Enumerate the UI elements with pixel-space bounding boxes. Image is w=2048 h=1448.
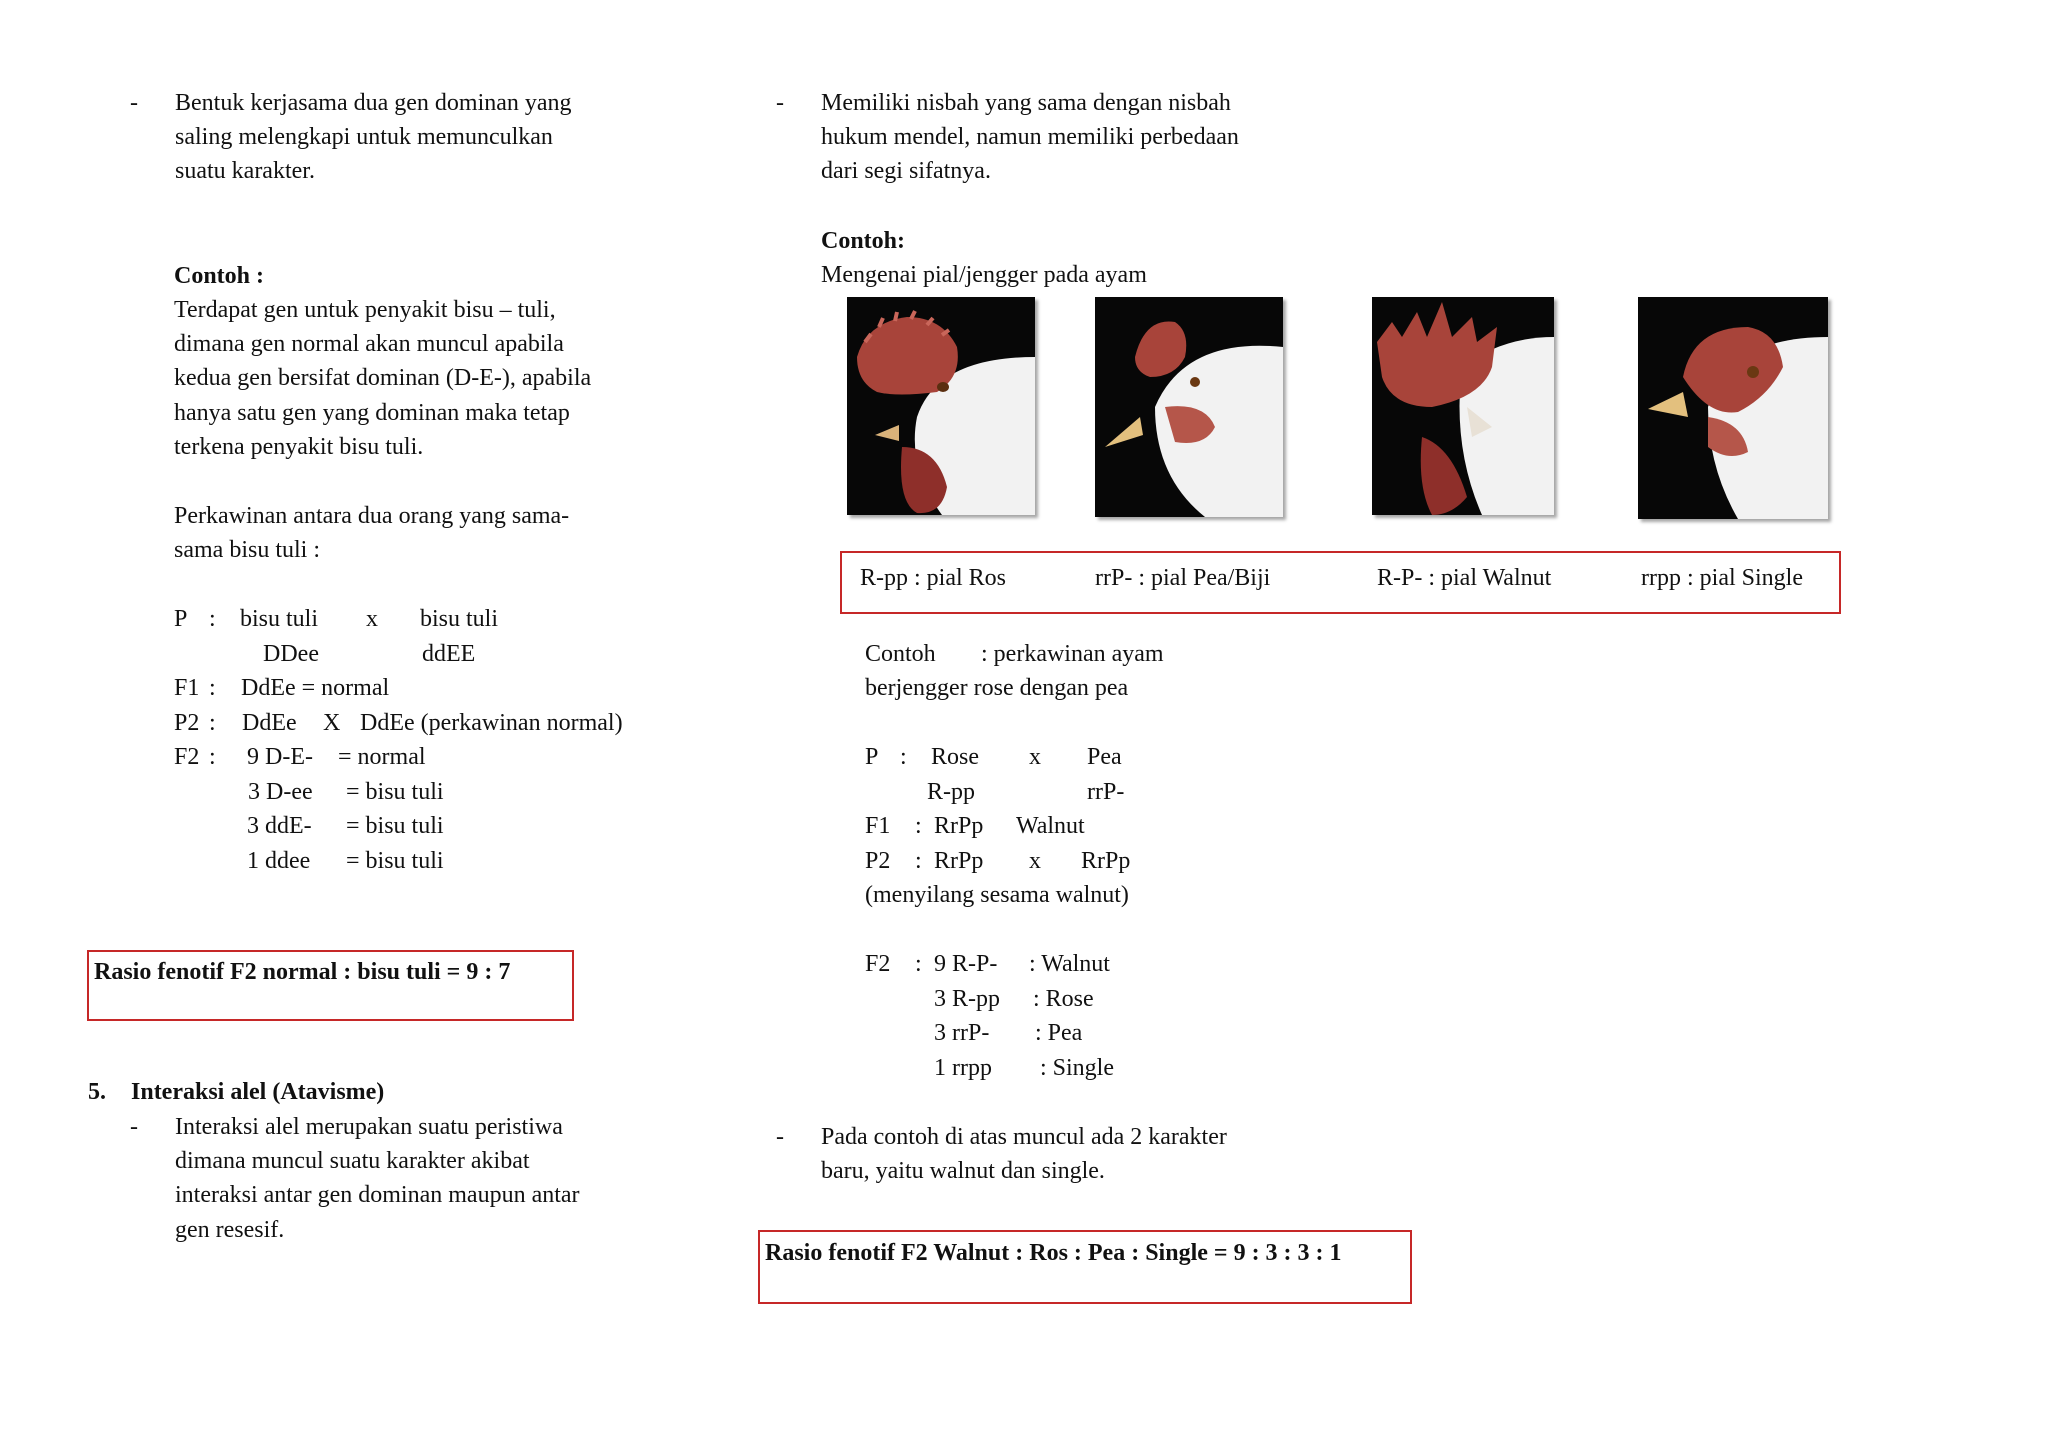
contoh2-text: : perkawinan ayam	[981, 641, 1164, 667]
comb-label: R-P- : pial Walnut	[1377, 565, 1552, 591]
cross-p2-label: P2	[865, 848, 891, 874]
f2-genotype: 3 rrP-	[934, 1020, 990, 1046]
cross-f1-label: F1	[865, 813, 891, 839]
rooster-pea-comb-icon	[1095, 297, 1283, 517]
cross-note: (menyilang sesama walnut)	[865, 882, 1129, 908]
cross-parent-a: Rose	[931, 744, 979, 770]
bullet-line: interaksi antar gen dominan maupun antar	[175, 1182, 580, 1208]
f2-phenotype: : Single	[1040, 1055, 1115, 1081]
f2-genotype: 3 D-ee	[248, 779, 313, 805]
cross-f1-label: F1	[174, 675, 200, 701]
rooster-rose-comb-photo	[847, 297, 1035, 515]
paragraph-line: Terdapat gen untuk penyakit bisu – tuli,	[174, 297, 556, 323]
cross-f2-label: F2	[865, 951, 891, 977]
paragraph-line: terkena penyakit bisu tuli.	[174, 434, 424, 460]
paragraph-line: kedua gen bersifat dominan (D-E-), apabila	[174, 365, 592, 391]
bullet-dash: -	[130, 1114, 138, 1140]
cross-x: x	[366, 606, 378, 632]
cross-colon: :	[209, 606, 216, 632]
paragraph-line: dimana gen normal akan muncul apabila	[174, 331, 564, 357]
contoh-text: Mengenai pial/jengger pada ayam	[821, 262, 1147, 288]
f2-phenotype: : Walnut	[1029, 951, 1110, 977]
bullet-dash: -	[130, 90, 138, 116]
cross-colon: :	[209, 744, 216, 770]
cross-colon: :	[915, 848, 922, 874]
cross-p2-x: X	[323, 710, 341, 736]
ratio-text: Rasio fenotif F2 normal : bisu tuli = 9 : 7	[94, 959, 511, 985]
bullet-dash: -	[776, 1124, 784, 1150]
cross-parent-b: Pea	[1087, 744, 1122, 770]
bullet-line: suatu karakter.	[175, 158, 315, 184]
cross-genotype-b: ddEE	[422, 641, 476, 667]
bullet-dash: -	[776, 90, 784, 116]
bullet-line: saling melengkapi untuk memunculkan	[175, 124, 553, 150]
cross-colon: :	[209, 675, 216, 701]
cross-parent-a: bisu tuli	[240, 606, 319, 632]
bullet-line: Interaksi alel merupakan suatu peristiwa	[175, 1114, 563, 1140]
f2-genotype: 1 rrpp	[934, 1055, 992, 1081]
rooster-single-comb-icon	[1638, 297, 1828, 519]
cross-f1: DdEe = normal	[241, 675, 390, 701]
rooster-rose-comb-icon	[847, 297, 1035, 515]
contoh2-label: Contoh	[865, 641, 936, 667]
f2-genotype: 3 ddE-	[247, 813, 312, 839]
cross-p-label: P	[174, 606, 188, 632]
cross-p-label: P	[865, 744, 879, 770]
bullet-line: Pada contoh di atas muncul ada 2 karakter	[821, 1124, 1227, 1150]
rooster-pea-comb-photo	[1095, 297, 1283, 517]
section-number: 5.	[88, 1079, 106, 1105]
contoh-label: Contoh :	[174, 263, 265, 289]
f2-genotype: 9 R-P-	[934, 951, 998, 977]
f2-phenotype: = bisu tuli	[346, 848, 444, 874]
cross-genotype-a: R-pp	[927, 779, 975, 805]
cross-genotype-a: DDee	[263, 641, 319, 667]
cross-parent-b: bisu tuli	[420, 606, 499, 632]
f2-phenotype: : Rose	[1033, 986, 1094, 1012]
bullet-line: dimana muncul suatu karakter akibat	[175, 1148, 530, 1174]
cross-p2-b: DdEe (perkawinan normal)	[360, 710, 623, 736]
cross-x: x	[1029, 848, 1041, 874]
rooster-walnut-comb-icon	[1372, 297, 1554, 515]
paragraph-line: sama bisu tuli :	[174, 537, 320, 563]
comb-label: R-pp : pial Ros	[860, 565, 1007, 591]
rooster-single-comb-photo	[1638, 297, 1828, 519]
ratio-text: Rasio fenotif F2 Walnut : Ros : Pea : Single = 9 : 3 : 3 : 1	[765, 1240, 1342, 1266]
comb-label: rrpp : pial Single	[1641, 565, 1803, 591]
bullet-line: hukum mendel, namun memiliki perbedaan	[821, 124, 1239, 150]
cross-genotype-b: rrP-	[1087, 779, 1125, 805]
contoh2-line: berjengger rose dengan pea	[865, 675, 1129, 701]
cross-colon: :	[915, 813, 922, 839]
f2-phenotype: = bisu tuli	[346, 813, 444, 839]
cross-f2-label: F2	[174, 744, 200, 770]
bullet-line: gen resesif.	[175, 1217, 285, 1243]
section-title: Interaksi alel (Atavisme)	[131, 1079, 385, 1105]
f2-genotype: 3 R-pp	[934, 986, 1000, 1012]
paragraph-line: hanya satu gen yang dominan maka tetap	[174, 400, 570, 426]
cross-colon: :	[209, 710, 216, 736]
cross-colon: :	[915, 951, 922, 977]
bullet-line: Bentuk kerjasama dua gen dominan yang	[175, 90, 572, 116]
bullet-line: baru, yaitu walnut dan single.	[821, 1158, 1105, 1184]
f2-phenotype: = bisu tuli	[346, 779, 444, 805]
f2-phenotype: = normal	[338, 744, 426, 770]
comb-label: rrP- : pial Pea/Biji	[1095, 565, 1271, 591]
f2-genotype: 1 ddee	[247, 848, 311, 874]
bullet-line: Memiliki nisbah yang sama dengan nisbah	[821, 90, 1231, 116]
rooster-walnut-comb-photo	[1372, 297, 1554, 515]
f2-genotype: 9 D-E-	[247, 744, 313, 770]
cross-p2-b: RrPp	[1081, 848, 1131, 874]
cross-p2-a: DdEe	[242, 710, 297, 736]
f2-phenotype: : Pea	[1035, 1020, 1083, 1046]
cross-p2-label: P2	[174, 710, 200, 736]
cross-f1-b: Walnut	[1016, 813, 1085, 839]
contoh-label: Contoh:	[821, 228, 906, 254]
paragraph-line: Perkawinan antara dua orang yang sama-	[174, 503, 570, 529]
cross-f1-a: RrPp	[934, 813, 984, 839]
cross-x: x	[1029, 744, 1041, 770]
bullet-line: dari segi sifatnya.	[821, 158, 991, 184]
cross-p2-a: RrPp	[934, 848, 984, 874]
cross-colon: :	[900, 744, 907, 770]
